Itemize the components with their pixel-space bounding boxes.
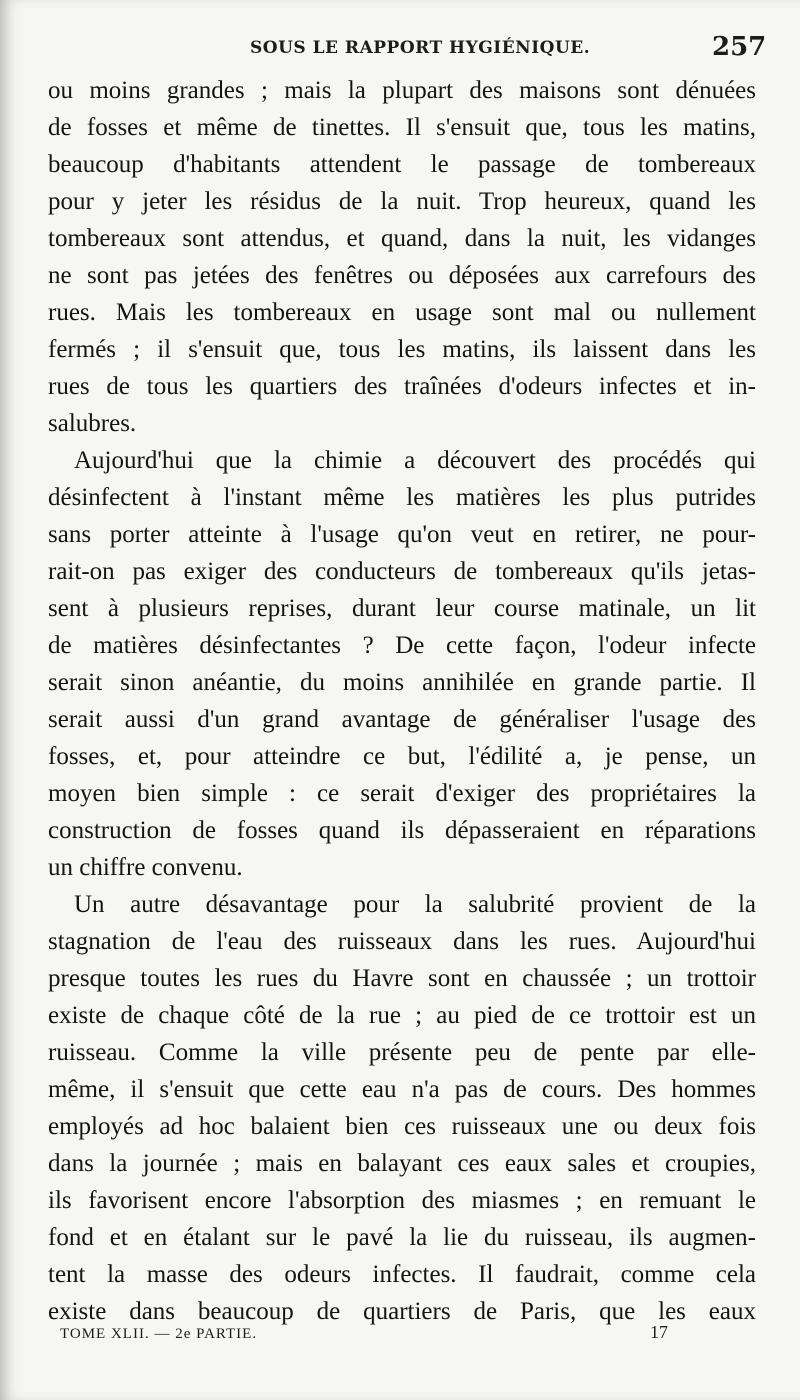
text-line: Aujourd'hui que la chimie a découvert des procédés qui <box>74 447 756 474</box>
text-line: ruisseau. Comme la ville présente peu de pente par elle- <box>48 1039 756 1066</box>
text-line: rait-on pas exiger des conducteurs de tombereaux qu'ils jetas- <box>48 558 756 585</box>
text-line: pour y jeter les résidus de la nuit. Trop heureux, quand les <box>48 188 756 215</box>
page-number: 257 <box>712 32 767 62</box>
running-head: SOUS LE RAPPORT HYGIÉNIQUE. <box>250 38 591 58</box>
text-line: un chiffre convenu. <box>48 854 243 881</box>
text-line: fermés ; il s'ensuit que, tous les matins, ils laissent dans les <box>48 336 756 363</box>
text-line: sans porter atteinte à l'usage qu'on veut en retirer, ne pour- <box>48 521 756 548</box>
text-line: construction de fosses quand ils dépasseraient en réparations <box>48 817 756 844</box>
text-line: serait sinon anéantie, du moins annihilée en grande partie. Il <box>48 669 756 696</box>
text-line: ne sont pas jetées des fenêtres ou déposées aux carrefours des <box>48 262 756 289</box>
text-line: sent à plusieurs reprises, durant leur course matinale, un lit <box>48 595 756 622</box>
text-line: existe dans beaucoup de quartiers de Paris, que les eaux <box>48 1298 756 1325</box>
text-line: salubres. <box>48 410 137 437</box>
text-line: dans la journée ; mais en balayant ces eaux sales et croupies, <box>48 1150 756 1177</box>
text-line: employés ad hoc balaient bien ces ruisseaux une ou deux fois <box>48 1113 756 1140</box>
text-line: moyen bien simple : ce serait d'exiger des propriétaires la <box>48 780 756 807</box>
text-line: ils favorisent encore l'absorption des miasmes ; en remuant le <box>48 1187 756 1214</box>
text-line: rues. Mais les tombereaux en usage sont mal ou nullement <box>48 299 756 326</box>
text-line: presque toutes les rues du Havre sont en chaussée ; un trottoir <box>48 965 756 992</box>
text-line: stagnation de l'eau des ruisseaux dans les rues. Aujourd'hui <box>48 928 756 955</box>
text-line: ou moins grandes ; mais la plupart des maisons sont dénuées <box>48 77 756 104</box>
text-line: existe de chaque côté de la rue ; au pied de ce trottoir est un <box>48 1002 756 1029</box>
text-line: tombereaux sont attendus, et quand, dans la nuit, les vidanges <box>48 225 756 252</box>
text-line: rues de tous les quartiers des traînées d'odeurs infectes et in- <box>48 373 756 400</box>
text-line: même, il s'ensuit que cette eau n'a pas de cours. Des hommes <box>48 1076 756 1103</box>
text-line: de fosses et même de tinettes. Il s'ensuit que, tous les matins, <box>48 114 756 141</box>
text-line: fosses, et, pour atteindre ce but, l'édilité a, je pense, un <box>48 743 756 770</box>
page-header <box>0 30 800 70</box>
text-line: serait aussi d'un grand avantage de généraliser l'usage des <box>48 706 756 733</box>
text-line: Un autre désavantage pour la salubrité provient de la <box>74 891 756 918</box>
page-footer <box>0 1318 800 1358</box>
signature-mark: TOME XLII. — 2e PARTIE. <box>60 1326 258 1342</box>
text-line: désinfectent à l'instant même les matières les plus putrides <box>48 484 756 511</box>
signature-number: 17 <box>650 1322 668 1342</box>
text-line: de matières désinfectantes ? De cette façon, l'odeur infecte <box>48 632 756 659</box>
text-line: fond et en étalant sur le pavé la lie du ruisseau, ils augmen- <box>48 1224 756 1251</box>
text-line: beaucoup d'habitants attendent le passage de tombereaux <box>48 151 756 178</box>
text-line: tent la masse des odeurs infectes. Il faudrait, comme cela <box>48 1261 756 1288</box>
body-text <box>48 72 756 1330</box>
